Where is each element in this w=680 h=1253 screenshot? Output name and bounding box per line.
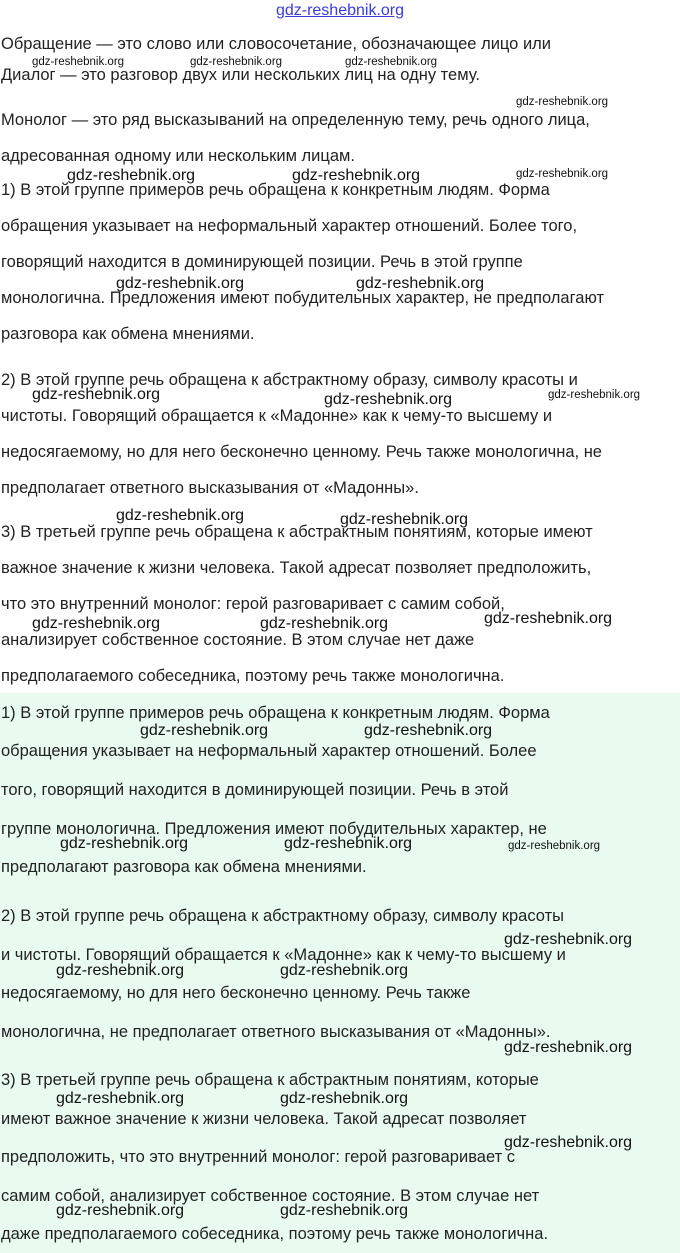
watermark: gdz-reshebnik.org bbox=[280, 1202, 409, 1219]
watermark: gdz-reshebnik.org bbox=[56, 962, 185, 979]
watermark: gdz-reshebnik.org bbox=[324, 391, 453, 408]
definition-line: Обращение — это слово или словосочетание, обозначающее лицо или bbox=[1, 35, 552, 53]
analysis-line: важное значение к жизни человека. Такой адресат позволяет предположить, bbox=[1, 559, 592, 577]
watermark: gdz-reshebnik.org bbox=[516, 168, 609, 180]
analysis-line: анализирует собственное состояние. В этом случае нет даже bbox=[1, 631, 475, 649]
watermark: gdz-reshebnik.org bbox=[56, 1090, 185, 1107]
answer-line: предположить, что это внутренний монолог: герой разговаривает с bbox=[1, 1148, 515, 1166]
analysis-line: чистоты. Говорящий обращается к «Мадонне» как к чему-то высшему и bbox=[1, 407, 553, 425]
watermark: gdz-reshebnik.org bbox=[504, 1134, 633, 1151]
watermark: gdz-reshebnik.org bbox=[116, 275, 245, 292]
answer-line: группе монологична. Предложения имеют побудительных характер, не bbox=[1, 820, 547, 838]
analysis-line: обращения указывает на неформальный характер отношений. Более того, bbox=[1, 217, 578, 235]
watermark: gdz-reshebnik.org bbox=[32, 386, 161, 403]
analysis-line: говорящий находится в доминирующей позиции. Речь в этой группе bbox=[1, 253, 523, 271]
analysis-line: 1) В этой группе примеров речь обращена к конкретным людям. Форма bbox=[1, 181, 550, 199]
definition-line: Монолог — это ряд высказываний на определенную тему, речь одного лица, bbox=[1, 111, 590, 129]
watermark: gdz-reshebnik.org bbox=[484, 610, 613, 627]
answer-line: даже предполагаемого собеседника, поэтому речь также монологична. bbox=[1, 1225, 549, 1243]
watermark: gdz-reshebnik.org bbox=[60, 835, 189, 852]
answer-line: 1) В этой группе примеров речь обращена к конкретным людям. Форма bbox=[1, 704, 550, 722]
answer-line: и чистоты. Говорящий обращается к «Мадонне» как к чему-то высшему и bbox=[1, 946, 566, 964]
analysis-line: монологична. Предложения имеют побудительных характер, не предполагают bbox=[1, 289, 605, 307]
watermark: gdz-reshebnik.org bbox=[32, 56, 125, 68]
watermark: gdz-reshebnik.org bbox=[260, 615, 389, 632]
watermark: gdz-reshebnik.org bbox=[364, 722, 493, 739]
watermark: gdz-reshebnik.org bbox=[340, 511, 469, 528]
watermark: gdz-reshebnik.org bbox=[504, 931, 633, 948]
watermark: gdz-reshebnik.org bbox=[504, 1039, 633, 1056]
watermark: gdz-reshebnik.org bbox=[140, 722, 269, 739]
watermark: gdz-reshebnik.org bbox=[356, 275, 485, 292]
site-link[interactable]: gdz-reshebnik.org bbox=[275, 2, 405, 19]
analysis-line: что это внутренний монолог: герой разговаривает с самим собой, bbox=[1, 595, 505, 613]
analysis-line: недосягаемому, но для него бесконечно ценному. Речь также монологична, не bbox=[1, 443, 602, 461]
answer-line: 2) В этой группе речь обращена к абстрактному образу, символу красоты bbox=[1, 907, 565, 925]
definition-line: Диалог — это разговор двух или нескольких лиц на одну тему. bbox=[1, 66, 480, 84]
answer-line: имеют важное значение к жизни человека. Такой адресат позволяет bbox=[1, 1110, 527, 1128]
watermark: gdz-reshebnik.org bbox=[190, 56, 283, 68]
analysis-line: 2) В этой группе речь обращена к абстрактному образу, символу красоты и bbox=[1, 371, 578, 389]
definition-line: адресованная одному или нескольким лицам. bbox=[1, 147, 355, 165]
watermark: gdz-reshebnik.org bbox=[508, 840, 601, 852]
answer-line: самим собой, анализирует собственное состояние. В этом случае нет bbox=[1, 1187, 540, 1205]
watermark: gdz-reshebnik.org bbox=[56, 1202, 185, 1219]
analysis-line: предполагает ответного высказывания от «Мадонны». bbox=[1, 479, 419, 497]
watermark: gdz-reshebnik.org bbox=[116, 507, 245, 524]
watermark: gdz-reshebnik.org bbox=[284, 835, 413, 852]
answer-line: недосягаемому, но для него бесконечно ценному. Речь также bbox=[1, 984, 471, 1002]
answer-line: 3) В третьей группе речь обращена к абстрактным понятиям, которые bbox=[1, 1071, 539, 1089]
watermark: gdz-reshebnik.org bbox=[292, 167, 421, 184]
watermark: gdz-reshebnik.org bbox=[280, 1090, 409, 1107]
watermark: gdz-reshebnik.org bbox=[32, 615, 161, 632]
watermark: gdz-reshebnik.org bbox=[548, 389, 641, 401]
answer-line: монологична, не предполагает ответного высказывания от «Мадонны». bbox=[1, 1023, 551, 1041]
analysis-line: 3) В третьей группе речь обращена к абстрактным понятиям, которые имеют bbox=[1, 523, 593, 541]
answer-line: предполагают разговора как обмена мнениями. bbox=[1, 858, 367, 876]
answer-line: того, говорящий находится в доминирующей позиции. Речь в этой bbox=[1, 781, 509, 799]
watermark: gdz-reshebnik.org bbox=[67, 167, 196, 184]
watermark: gdz-reshebnik.org bbox=[516, 96, 609, 108]
watermark: gdz-reshebnik.org bbox=[280, 962, 409, 979]
answer-line: обращения указывает на неформальный характер отношений. Более bbox=[1, 742, 537, 760]
watermark: gdz-reshebnik.org bbox=[345, 56, 438, 68]
analysis-line: предполагаемого собеседника, поэтому речь также монологична. bbox=[1, 667, 505, 685]
analysis-line: разговора как обмена мнениями. bbox=[1, 325, 255, 343]
